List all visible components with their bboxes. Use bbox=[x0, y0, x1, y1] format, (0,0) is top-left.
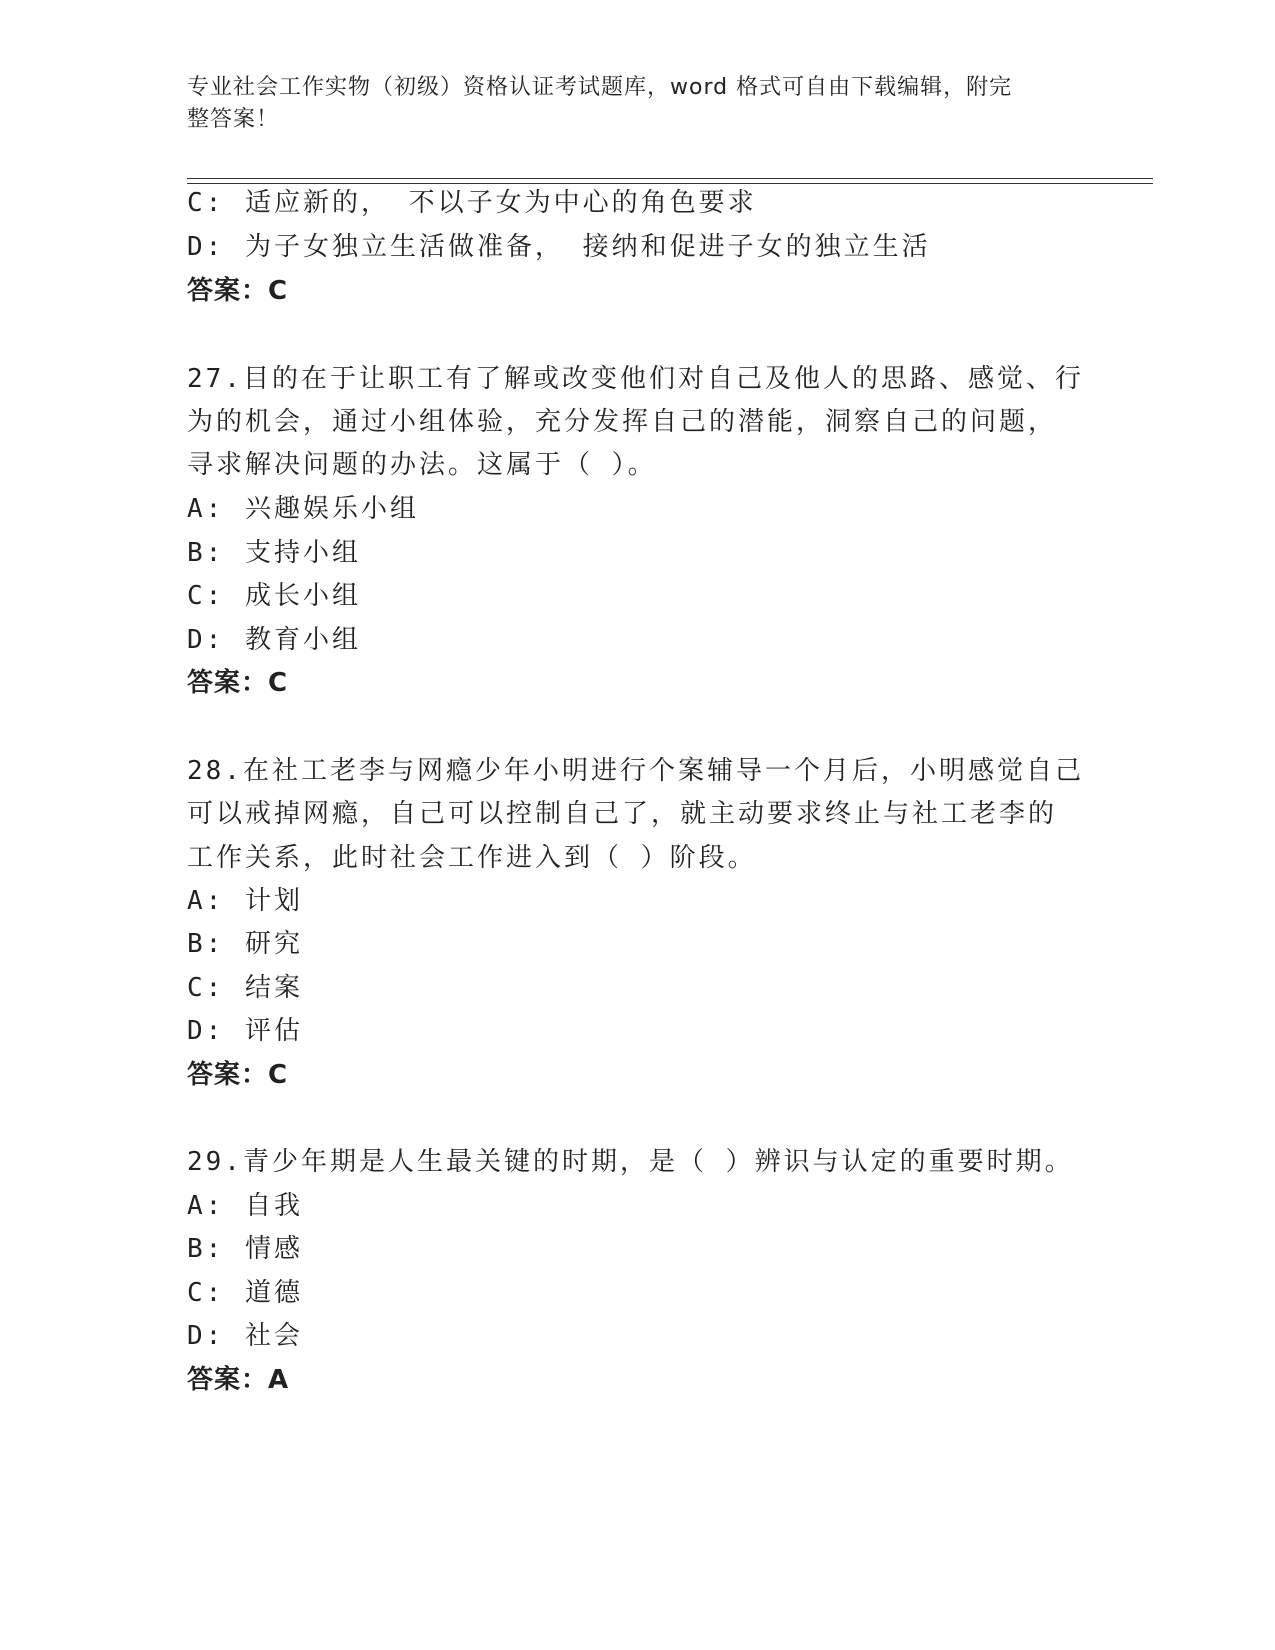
question-29-stem-line-1: 29.青少年期是人生最关键的时期，是（ ）辨识与认定的重要时期。 bbox=[187, 1147, 1074, 1177]
option-letter: D: bbox=[187, 1016, 225, 1046]
question-27-option-d bbox=[187, 624, 361, 656]
option-letter: C: bbox=[187, 581, 225, 611]
option-c bbox=[187, 187, 757, 219]
option-letter: C: bbox=[187, 973, 225, 1003]
question-27-option-b bbox=[187, 537, 361, 569]
option-text: 道德 bbox=[244, 1278, 303, 1308]
question-28-stem-line-1: 28.在社工老李与网瘾少年小明进行个案辅导一个月后，小明感觉自己 bbox=[187, 756, 1084, 786]
option-text: 支持小组 bbox=[244, 538, 361, 568]
question-27-stem-line-1: 27.目的在于让职工有了解或改变他们对自己及他人的思路、感觉、行 bbox=[187, 364, 1084, 394]
option-letter: D: bbox=[187, 232, 225, 262]
option-text: 研究 bbox=[244, 929, 303, 959]
option-text: 计划 bbox=[244, 886, 303, 916]
header-line-1: 专业社会工作实物（初级）资格认证考试题库，word 格式可自由下载编辑，附完 bbox=[187, 75, 1013, 100]
option-letter: B: bbox=[187, 1234, 225, 1264]
question-28-option-d bbox=[187, 1015, 303, 1047]
option-text: 情感 bbox=[244, 1234, 303, 1264]
option-letter: C: bbox=[187, 188, 225, 218]
option-letter: A: bbox=[187, 886, 225, 916]
option-letter: B: bbox=[187, 929, 225, 959]
question-29-option-b bbox=[187, 1233, 303, 1265]
question-27-option-c bbox=[187, 580, 361, 612]
question-28-option-a bbox=[187, 885, 303, 917]
option-letter: A: bbox=[187, 1191, 225, 1221]
option-text: 教育小组 bbox=[244, 625, 361, 655]
option-text: 兴趣娱乐小组 bbox=[244, 494, 419, 524]
question-27-answer: 答案：C bbox=[187, 668, 289, 698]
option-text: 评估 bbox=[244, 1016, 303, 1046]
option-text: 为子女独立生活做准备， 接纳和促进子女的独立生活 bbox=[244, 232, 931, 262]
question-28-option-b bbox=[187, 928, 303, 960]
answer-text: 答案：C bbox=[187, 276, 289, 306]
question-29-option-c bbox=[187, 1277, 303, 1309]
question-28-stem-line-3: 工作关系，此时社会工作进入到（ ）阶段。 bbox=[187, 843, 757, 873]
question-29-option-d bbox=[187, 1320, 303, 1352]
header-line-2: 整答案！ bbox=[187, 107, 280, 132]
header-divider-top bbox=[187, 178, 1153, 179]
document-header bbox=[187, 72, 1077, 136]
question-27-option-a bbox=[187, 493, 419, 525]
question-29-answer: 答案：A bbox=[187, 1365, 290, 1395]
option-text: 成长小组 bbox=[244, 581, 361, 611]
question-28-answer: 答案：C bbox=[187, 1060, 289, 1090]
option-text: 自我 bbox=[244, 1191, 303, 1221]
option-text: 适应新的， 不以子女为中心的角色要求 bbox=[244, 188, 757, 218]
option-letter: D: bbox=[187, 1321, 225, 1351]
question-28-option-c bbox=[187, 972, 303, 1004]
option-d bbox=[187, 231, 931, 263]
option-letter: A: bbox=[187, 494, 225, 524]
question-27-stem-line-3: 寻求解决问题的办法。这属于（ ）。 bbox=[187, 450, 657, 480]
option-text: 结案 bbox=[244, 973, 303, 1003]
option-letter: C: bbox=[187, 1278, 225, 1308]
question-29-option-a bbox=[187, 1190, 303, 1222]
question-28-stem-line-2: 可以戒掉网瘾，自己可以控制自己了，就主动要求终止与社工老李的 bbox=[187, 799, 1058, 829]
question-27-stem-line-2: 为的机会，通过小组体验，充分发挥自己的潜能，洞察自己的问题， bbox=[187, 407, 1058, 437]
option-letter: B: bbox=[187, 538, 225, 568]
header-divider-bottom bbox=[187, 183, 1153, 184]
option-letter: D: bbox=[187, 625, 225, 655]
option-text: 社会 bbox=[244, 1321, 303, 1351]
